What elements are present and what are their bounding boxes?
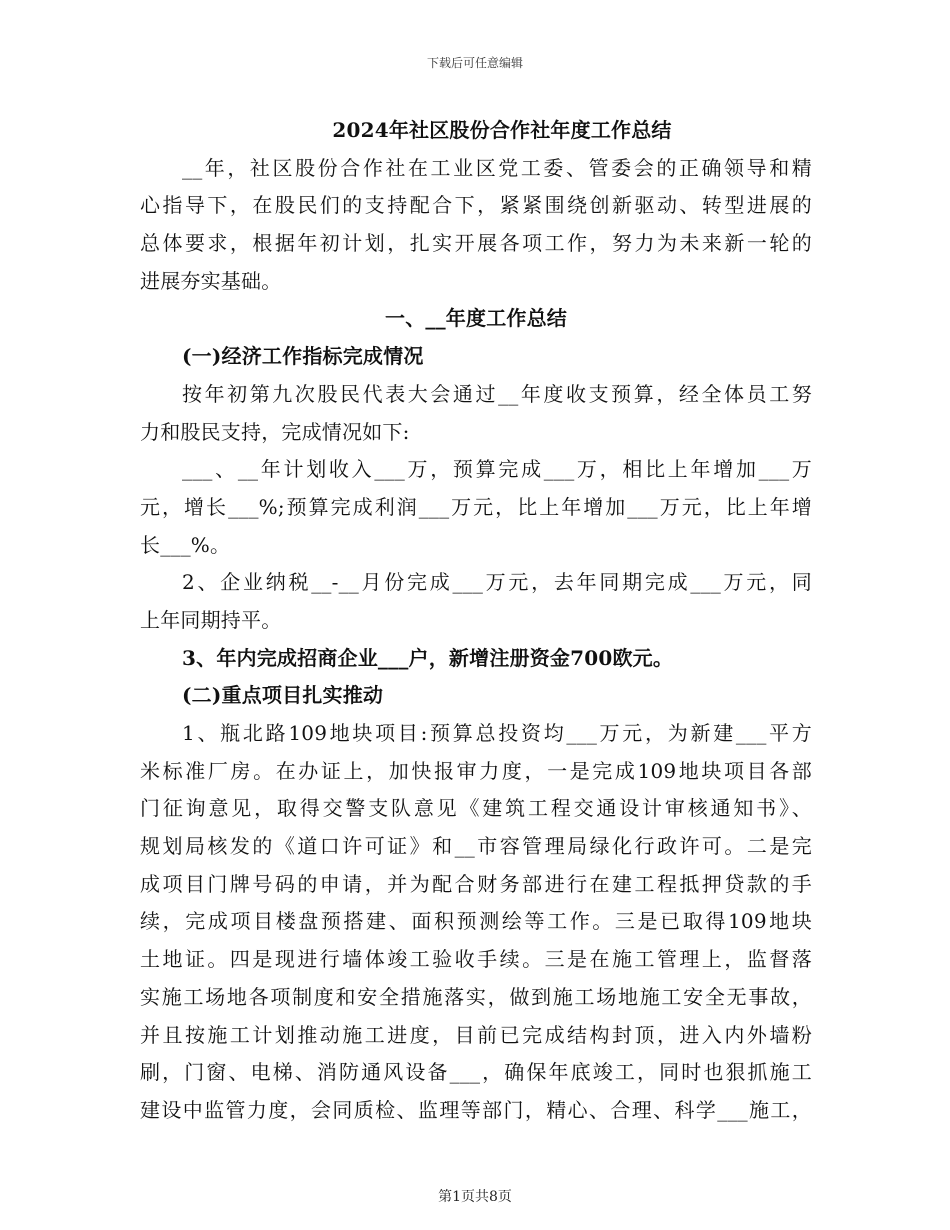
paragraph-line: 建设中监管力度，会同质检、监理等部门，精心、合理、科学___施工， (140, 1097, 812, 1122)
paragraph-line: 1、瓶北路109地块项目:预算总投资均___万元，为新建___平方 (182, 721, 812, 745)
paragraph-line: 进展夯实基础。 (140, 268, 282, 293)
paragraph-line: 上年同期持平。 (140, 607, 282, 632)
paragraph-line: 长___%。 (140, 532, 231, 557)
paragraph-line: 2、企业纳税__-__月份完成___万元，去年同期完成___万元，同 (182, 570, 812, 595)
subsection-heading: 3、年内完成招商企业___户，新增注册资金700欧元。 (182, 645, 674, 670)
paragraph-line: 心指导下，在股民们的支持配合下，紧紧围绕创新驱动、转型进展的 (140, 193, 812, 218)
paragraph-line: 力和股民支持，完成情况如下: (140, 419, 410, 444)
paragraph-line: 按年初第九次股民代表大会通过__年度收支预算，经全体员工努 (182, 381, 812, 406)
subsection-heading: (二)重点项目扎实推动 (182, 683, 384, 708)
page-footer: 第1页共8页 (438, 1189, 512, 1205)
paragraph-line: __年，社区股份合作社在工业区党工委、管委会的正确领导和精 (182, 155, 812, 180)
document-lines (140, 150, 812, 1130)
paragraph-line: 规划局核发的《道口许可证》和__市容管理局绿化行政许可。二是完 (140, 834, 812, 859)
paragraph-line: 米标准厂房。在办证上，加快报审力度，一是完成109地块项目各部 (140, 758, 812, 783)
paragraph-line: 土地证。四是现进行墙体竣工验收手续。三是在施工管理上，监督落 (140, 947, 812, 972)
paragraph-line: 成项目门牌号码的申请，并为配合财务部进行在建工程抵押贷款的手 (140, 871, 812, 896)
paragraph-line: 并且按施工计划推动施工进度，目前已完成结构封顶，进入内外墙粉 (140, 1022, 812, 1047)
subsection-heading: (一)经济工作指标完成情况 (182, 344, 424, 369)
paragraph-line: 续，完成项目楼盘预搭建、面积预测绘等工作。三是已取得109地块 (140, 909, 812, 934)
document-body (140, 112, 812, 1130)
paragraph-line: 门征询意见，取得交警支队意见《建筑工程交通设计审核通知书》、 (140, 796, 812, 821)
paragraph-line: 元，增长___%;预算完成利润___万元，比上年增加___万元，比上年增 (140, 494, 812, 519)
paragraph-line: 实施工场地各项制度和安全措施落实，做到施工场地施工安全无事故， (140, 984, 812, 1009)
section-heading: 一、__年度工作总结 (385, 306, 567, 331)
document-title: 2024年社区股份合作社年度工作总结 (332, 118, 672, 142)
paragraph-line: 总体要求，根据年初计划，扎实开展各项工作，努力为未来新一轮的 (140, 231, 812, 256)
paragraph-line: ___、__年计划收入___万，预算完成___万，相比上年增加___万 (182, 457, 812, 482)
page-header-note: 下载后可任意编辑 (426, 56, 523, 70)
paragraph-line: 刷，门窗、电梯、消防通风设备___，确保年底竣工，同时也狠抓施工 (140, 1060, 812, 1085)
